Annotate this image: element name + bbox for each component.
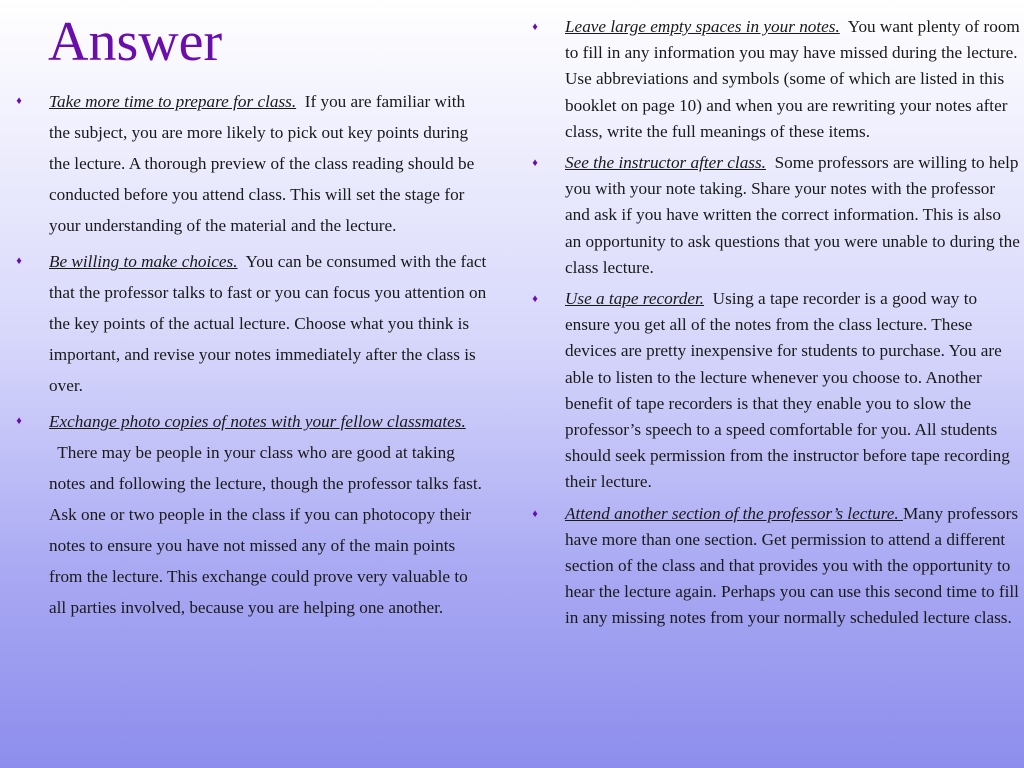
item-heading: See the instructor after class. xyxy=(565,153,766,173)
left-column xyxy=(10,86,488,628)
right-column xyxy=(526,14,1020,637)
item-body: You want plenty of room to fill in any information you may have missed during the lecture. Use abbreviations and symbols (some of which are listed in this booklet on page 10) and when you are rewriting your notes after class, write the full meanings of these items. xyxy=(565,17,1020,141)
diamond-bullet-icon: ♦ xyxy=(532,293,538,306)
item-body: There may be people in your class who are good at taking notes and following the lecture, though the professor talks fast. Ask one or two people in the class if you can photocopy their notes to ensure you have not missed any of the main points from the lecture. This exchange could prove very valuable to all parties involved, because you are helping one another. xyxy=(49,443,482,617)
list-item xyxy=(10,406,488,623)
diamond-bullet-icon: ♦ xyxy=(16,95,22,107)
item-body: You can be consumed with the fact that the professor talks to fast or you can focus you attention on the key points of the actual lecture. Choose what you think is important, and revise your notes immediately after the class is over. xyxy=(49,252,487,395)
list-item xyxy=(526,501,1020,632)
item-heading: Leave large empty spaces in your notes. xyxy=(565,17,840,36)
item-body: Some professors are willing to help you with your note taking. Share your notes with the professor and ask if you have written the correct information. This is also an opportunity to ask questions that you were unable to during the class lecture. xyxy=(565,153,1020,277)
list-item xyxy=(10,246,488,401)
list-item xyxy=(526,150,1020,281)
diamond-bullet-icon: ♦ xyxy=(532,21,538,33)
diamond-bullet-icon: ♦ xyxy=(532,507,538,520)
item-heading: Take more time to prepare for class. xyxy=(49,92,297,111)
slide-title: Answer xyxy=(48,11,223,73)
list-item xyxy=(526,286,1020,496)
list-item xyxy=(526,14,1020,145)
item-heading: Use a tape recorder. xyxy=(565,289,705,309)
diamond-bullet-icon: ♦ xyxy=(16,255,22,267)
item-body: Using a tape recorder is a good way to ensure you get all of the notes from the class lecture. These devices are pretty inexpensive for students to purchase. You are able to listen to the lecture whenever you choose to. Another benefit of tape recorders is that they enable you to slow the professor’s speech to a speed comfortable for you. All students should seek permission from the instructor before tape recording their lecture. xyxy=(565,289,1010,492)
diamond-bullet-icon: ♦ xyxy=(532,157,538,170)
item-heading: Exchange photo copies of notes with your fellow classmates. xyxy=(49,412,466,431)
item-heading: Attend another section of the professor’s lecture. xyxy=(565,503,903,523)
item-body: Many professors have more than one section. Get permission to attend a different section of the class and that provides you with the opportunity to hear the lecture again. Perhaps you can use this second time to fill in any missing notes from your normally scheduled lecture class. xyxy=(565,503,1019,628)
diamond-bullet-icon: ♦ xyxy=(16,415,22,427)
item-heading: Be willing to make choices. xyxy=(49,252,238,271)
item-body: If you are familiar with the subject, you are more likely to pick out key points during the lecture. A thorough preview of the class reading should be conducted before you attend class. This will set the stage for your understanding of the material and the lecture. xyxy=(49,92,475,235)
list-item xyxy=(10,86,488,241)
